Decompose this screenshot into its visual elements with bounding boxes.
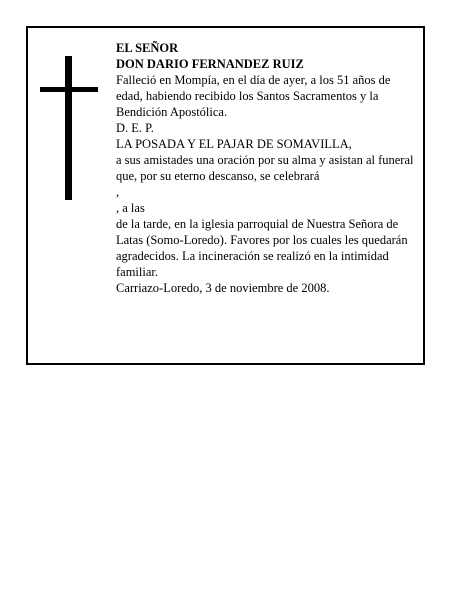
deceased-name: DON DARIO FERNANDEZ RUIZ [116, 57, 304, 71]
obituary-notice [26, 26, 425, 365]
dep-line: D. E. P. [116, 121, 154, 135]
heading-line-1: EL SEÑOR [116, 41, 179, 55]
cross-horizontal-bar [40, 87, 98, 92]
death-details: Falleció en Mompía, en el día de ayer, a los 51 años de edad, habiendo recibido los Santos Sacramentos y la Bendición Apostólica. [116, 73, 391, 119]
funeral-request: a sus amistades una oración por su alma y asistan al funeral que, por su eterno descanso, se celebrará [116, 153, 414, 183]
notice-text [116, 40, 420, 296]
cross-icon [40, 56, 98, 200]
church-details: de la tarde, en la iglesia parroquial de Nuestra Señora de Latas (Somo-Loredo). Favores por los cuales les quedarán agradecidos. La incineración se realizó en la intimidad familiar. [116, 217, 408, 279]
time-placeholder: , a las [116, 201, 145, 215]
place-date: Carriazo-Loredo, 3 de noviembre de 2008. [116, 281, 330, 295]
family-line: LA POSADA Y EL PAJAR DE SOMAVILLA, [116, 137, 352, 151]
cross-vertical-bar [65, 56, 72, 200]
date-placeholder: , [116, 185, 120, 199]
